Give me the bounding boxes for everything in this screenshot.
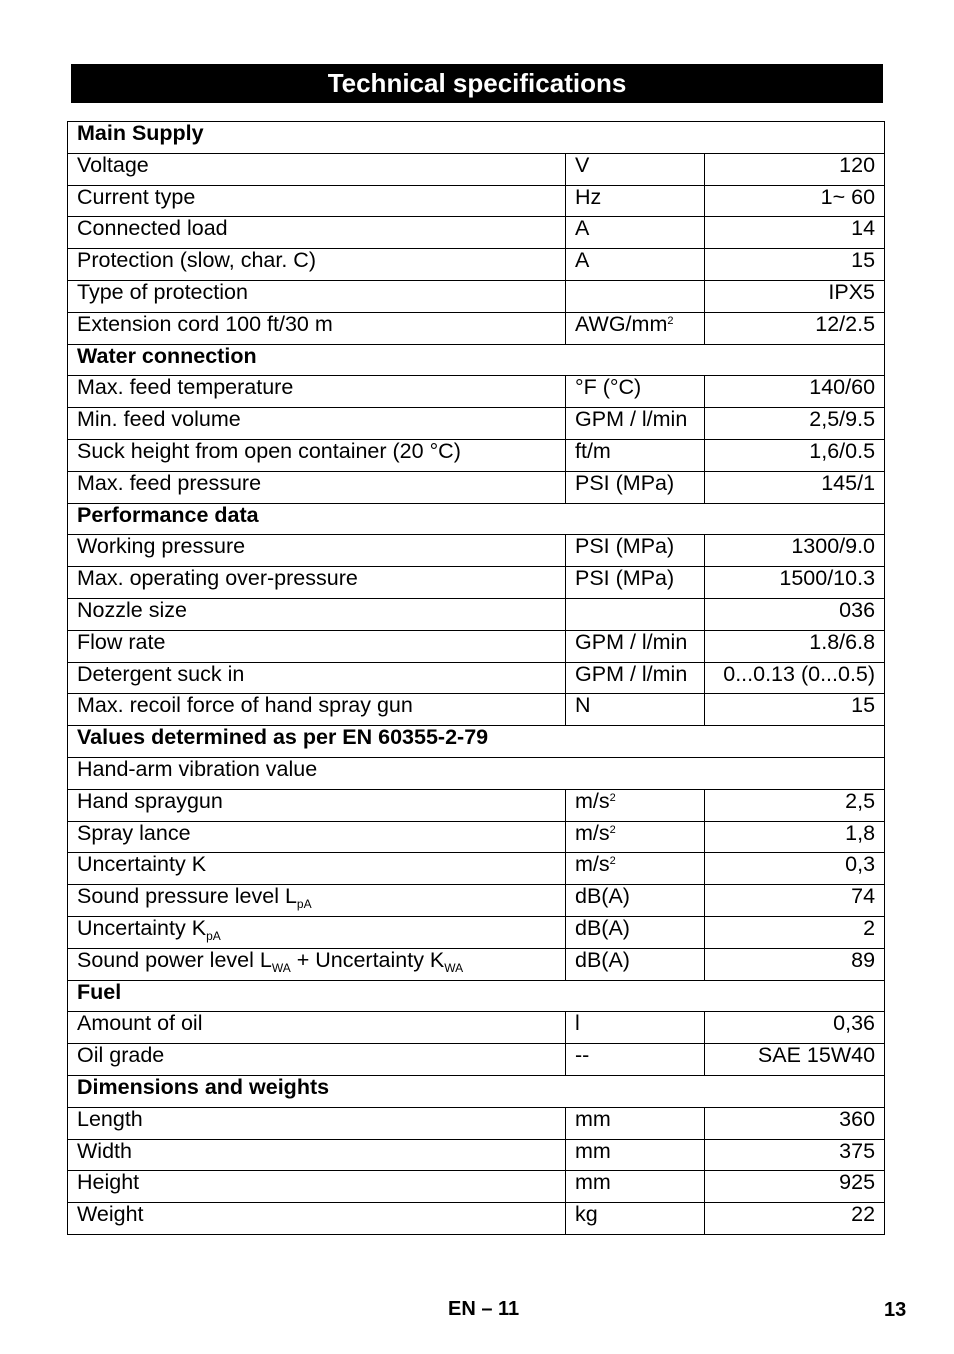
parameter-label: Max. recoil force of hand spray gun [77,693,413,718]
section-title: Values determined as per EN 60355-2-79 [68,726,885,758]
unit-cell [566,567,705,599]
spec-row [68,598,885,630]
spec-row [68,408,885,440]
parameter-cell [68,885,566,917]
unit-label: m/s [575,789,610,813]
unit-cell [566,408,705,440]
spec-row [68,312,885,344]
section-header-row [68,122,885,154]
value-cell: 1.8/6.8 [705,630,885,662]
unit-label: mm [575,1107,611,1131]
unit-cell [566,821,705,853]
spec-row [68,789,885,821]
parameter-label: Max. operating over-pressure [77,566,358,591]
unit-superscript: 2 [609,823,616,836]
section-title: Dimensions and weights [68,1075,885,1107]
parameter-cell [68,249,566,281]
unit-label: kg [575,1202,598,1227]
parameter-cell [68,789,566,821]
value-cell: 925 [705,1171,885,1203]
section-header-row [68,344,885,376]
parameter-cell [68,535,566,567]
unit-label: A [575,248,590,273]
parameter-label: Extension cord 100 ft/30 m [77,312,333,336]
unit-label: l [575,1011,580,1036]
parameter-label: Connected load [77,216,228,241]
parameter-cell [68,376,566,408]
value-cell: 145/1 [705,471,885,503]
parameter-cell [68,185,566,217]
parameter-label: Weight [77,1202,144,1227]
value-cell: 1500/10.3 [705,567,885,599]
spec-row [68,885,885,917]
value-cell: IPX5 [705,280,885,312]
spec-row [68,1203,885,1235]
parameter-cell [68,567,566,599]
unit-cell [566,662,705,694]
unit-superscript: 2 [609,855,616,868]
value-cell: 2,5 [705,789,885,821]
unit-cell [566,312,705,344]
value-cell: 0,36 [705,1012,885,1044]
value-cell: 0,3 [705,853,885,885]
parameter-label: Min. feed volume [77,407,241,432]
value-cell: 1300/9.0 [705,535,885,567]
unit-label: -- [575,1043,590,1068]
spec-row [68,439,885,471]
parameter-cell [68,1012,566,1044]
unit-cell [566,885,705,917]
spec-row [68,567,885,599]
section-header-row [68,980,885,1012]
subheading-label: Hand-arm vibration value [68,757,885,789]
value-cell: 0...0.13 (0...0.5) [705,662,885,694]
section-title: Main Supply [68,122,885,154]
value-cell: 2 [705,916,885,948]
unit-label: GPM / l/min [575,662,688,686]
unit-label: N [575,693,591,718]
section-header-row [68,503,885,535]
spec-row [68,630,885,662]
parameter-label: Uncertainty K [77,852,207,877]
spec-row [68,821,885,853]
parameter-label: Sound power level L [77,948,272,972]
unit-label: dB(A) [575,916,630,940]
parameter-cell [68,439,566,471]
parameter-subscript: WA [271,960,291,975]
unit-cell [566,1044,705,1076]
page-number: 13 [884,1299,907,1321]
parameter-cell [68,1171,566,1203]
spec-row [68,535,885,567]
value-cell: SAE 15W40 [705,1044,885,1076]
spec-row [68,280,885,312]
parameter-cell [68,821,566,853]
value-cell: 375 [705,1139,885,1171]
unit-superscript: 2 [667,314,674,327]
unit-label: °F (°C) [575,375,642,400]
spec-row [68,1012,885,1044]
value-cell: 89 [705,948,885,980]
parameter-label: Working pressure [77,534,246,559]
unit-superscript: 2 [609,791,616,804]
parameter-cell [68,916,566,948]
spec-row [68,1139,885,1171]
parameter-label: Sound pressure level L [77,884,297,909]
parameter-label: Width [77,1139,132,1163]
parameter-label: Hand spraygun [77,789,223,813]
value-cell: 1,6/0.5 [705,439,885,471]
page-title: Technical specifications [71,64,883,103]
parameter-subscript: pA [296,897,312,912]
value-cell: 2,5/9.5 [705,408,885,440]
spec-row [68,185,885,217]
parameter-cell [68,1203,566,1235]
unit-cell [566,376,705,408]
parameter-cell [68,853,566,885]
section-title: Fuel [68,980,885,1012]
parameter-label: Amount of oil [77,1011,203,1036]
section-header-row [68,726,885,758]
parameter-cell [68,217,566,249]
section-header-row [68,1075,885,1107]
parameter-cell [68,948,566,980]
specifications-table-body [68,122,885,1235]
parameter-label: Max. feed temperature [77,375,294,400]
unit-label: ft/m [575,439,611,463]
spec-row [68,853,885,885]
parameter-label: Protection (slow, char. C) [77,248,316,273]
parameter-cell [68,1107,566,1139]
spec-row [68,694,885,726]
unit-label: mm [575,1170,611,1195]
unit-cell [566,280,705,312]
parameter-cell [68,1044,566,1076]
unit-cell [566,439,705,471]
parameter-cell [68,408,566,440]
parameter-label: Flow rate [77,630,166,654]
unit-cell [566,153,705,185]
unit-cell [566,1139,705,1171]
value-cell: 15 [705,249,885,281]
unit-cell [566,185,705,217]
unit-cell [566,916,705,948]
unit-label: PSI (MPa) [575,566,675,591]
value-cell: 360 [705,1107,885,1139]
parameter-label: Nozzle size [77,598,187,622]
unit-cell [566,853,705,885]
parameter-cell [68,662,566,694]
unit-cell [566,217,705,249]
parameter-subscript: WA [444,960,464,975]
parameter-label: Suck height from open container (20 °C) [77,439,461,463]
parameter-cell [68,312,566,344]
value-cell: 120 [705,153,885,185]
spec-row [68,471,885,503]
parameter-cell [68,1139,566,1171]
specifications-table [67,121,885,1235]
unit-cell [566,789,705,821]
unit-label: m/s [575,852,610,877]
value-cell: 036 [705,598,885,630]
subheading-row [68,757,885,789]
spec-row [68,1107,885,1139]
spec-row [68,1171,885,1203]
unit-label: A [575,216,590,241]
value-cell: 22 [705,1203,885,1235]
unit-label: dB(A) [575,884,630,909]
value-cell: 14 [705,217,885,249]
parameter-label: Type of protection [77,280,248,304]
section-title: Performance data [68,503,885,535]
unit-label: Hz [575,185,602,209]
unit-label: PSI (MPa) [575,534,675,559]
parameter-label: Voltage [77,153,149,177]
parameter-label: Current type [77,185,196,209]
parameter-label-continued: + Uncertainty K [290,948,445,972]
value-cell: 15 [705,694,885,726]
unit-cell [566,471,705,503]
parameter-label: Height [77,1170,140,1195]
unit-cell [566,694,705,726]
parameter-cell [68,280,566,312]
unit-label: m/s [575,821,610,845]
unit-cell [566,535,705,567]
parameter-cell [68,598,566,630]
unit-cell [566,249,705,281]
footer-section-label: EN – 11 [448,1298,520,1320]
value-cell: 12/2.5 [705,312,885,344]
unit-label: dB(A) [575,948,630,972]
spec-row [68,916,885,948]
unit-label: AWG/mm [575,312,668,336]
unit-cell [566,1107,705,1139]
value-cell: 1,8 [705,821,885,853]
spec-row [68,1044,885,1076]
spec-row [68,948,885,980]
section-title: Water connection [68,344,885,376]
unit-label: mm [575,1139,611,1163]
unit-cell [566,1171,705,1203]
unit-cell [566,598,705,630]
value-cell: 140/60 [705,376,885,408]
spec-row [68,217,885,249]
spec-row [68,376,885,408]
unit-cell [566,1012,705,1044]
unit-label: V [575,153,590,177]
unit-label: GPM / l/min [575,407,688,432]
spec-row [68,249,885,281]
unit-cell [566,1203,705,1235]
unit-cell [566,630,705,662]
spec-row [68,662,885,694]
parameter-cell [68,153,566,185]
parameter-label: Oil grade [77,1043,165,1068]
parameter-cell [68,694,566,726]
parameter-label: Spray lance [77,821,191,845]
parameter-label: Uncertainty K [77,916,207,940]
unit-label: PSI (MPa) [575,471,675,495]
parameter-label: Detergent suck in [77,662,245,686]
value-cell: 74 [705,885,885,917]
spec-row [68,153,885,185]
parameter-cell [68,630,566,662]
parameter-cell [68,471,566,503]
unit-cell [566,948,705,980]
parameter-subscript: pA [206,928,221,943]
parameter-label: Length [77,1107,143,1131]
unit-label: GPM / l/min [575,630,688,654]
value-cell: 1~ 60 [705,185,885,217]
parameter-label: Max. feed pressure [77,471,262,495]
